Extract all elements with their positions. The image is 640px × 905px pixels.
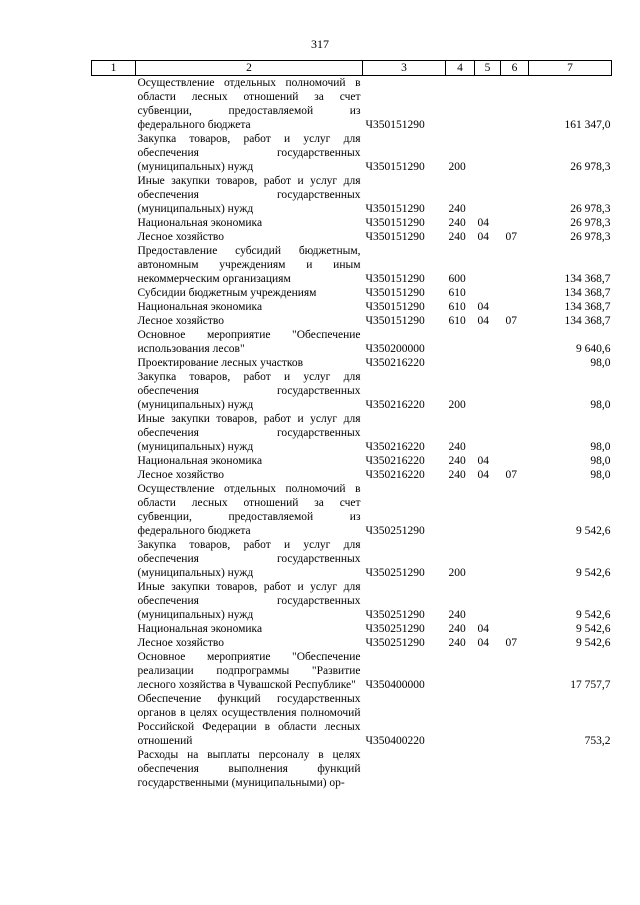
table-row [92,286,612,300]
table-row [92,748,612,790]
table-row [92,174,612,216]
row-expense-type: 200 [448,567,466,579]
blank-cell [92,328,136,356]
row-expense-type [446,356,475,370]
table-row [92,314,612,328]
row-amount: 753,2 [584,735,611,747]
row-subsection [501,216,529,230]
row-amount: 134 368,7 [564,273,611,285]
row-section [475,580,501,622]
row-subsection: 07 [505,231,517,243]
row-section [475,174,501,216]
row-subsection [501,356,529,370]
row-name: Лесное хозяйство [137,469,225,481]
row-name: Закупка товаров, работ и услуг для обеспечения государственных (муниципальных) нужд [137,133,361,173]
row-amount: 98,0 [590,455,611,467]
blank-cell [92,132,136,174]
blank-cell [92,636,136,650]
row-subsection [501,244,529,286]
row-name: Закупка товаров, работ и услуг для обеспечения государственных (муниципальных) нужд [137,539,361,579]
row-code: Ч350216220 [365,455,425,467]
row-section [475,370,501,412]
row-amount: 9 542,6 [576,567,611,579]
row-subsection [501,748,529,790]
table-row [92,328,612,356]
blank-cell [92,300,136,314]
row-amount: 26 978,3 [570,231,611,243]
row-subsection [501,482,529,538]
row-code: Ч350251290 [365,525,425,537]
row-code: Ч350216220 [365,357,425,369]
blank-cell [92,216,136,230]
blank-cell [92,174,136,216]
row-name: Национальная экономика [137,301,263,313]
blank-cell [92,412,136,454]
row-code: Ч350251290 [365,567,425,579]
row-section [475,650,501,692]
row-name: Обеспечение функций государственных органов в целях осуществления полномочий Российской Федерации в области лесных отношений [137,693,361,747]
table-row [92,454,612,468]
blank-cell [92,692,136,748]
row-code: Ч350151290 [365,161,425,173]
row-section [475,328,501,356]
row-name: Предоставление субсидий бюджетным, автономным учреждениям и иным некоммерческим организациям [137,245,361,285]
blank-cell [92,230,136,244]
row-code: Ч350400000 [365,679,425,691]
row-subsection [501,174,529,216]
row-name: Основное мероприятие "Обеспечение реализации подпрограммы "Развитие лесного хозяйства в Чувашской Республике" [137,651,361,691]
row-expense-type: 240 [448,203,466,215]
row-subsection [501,412,529,454]
row-amount: 9 542,6 [576,623,611,635]
row-section [475,244,501,286]
row-section: 04 [477,301,489,313]
table-row [92,482,612,538]
row-name: Расходы на выплаты персоналу в целях обеспечения выполнения функций государственными (муниципальными) ор- [137,749,361,789]
table-row [92,76,612,133]
row-section [475,132,501,174]
table-row [92,244,612,286]
row-section [475,412,501,454]
blank-cell [92,482,136,538]
row-expense-type: 240 [448,231,466,243]
row-code: Ч350151290 [365,203,425,215]
row-expense-type [446,482,475,538]
row-name: Осуществление отдельных полномочий в области лесных отношений за счет субвенции, предоставляемой из федерального бюджета [137,483,361,537]
row-section [475,692,501,748]
row-section: 04 [477,231,489,243]
table-header [92,61,612,76]
row-expense-type: 240 [448,609,466,621]
column-header-7: 7 [529,61,612,76]
row-subsection [501,76,529,133]
row-subsection [501,622,529,636]
row-section [475,356,501,370]
row-amount: 17 757,7 [570,679,611,691]
row-section: 04 [477,623,489,635]
row-amount: 26 978,3 [570,217,611,229]
row-name: Закупка товаров, работ и услуг для обеспечения государственных (муниципальных) нужд [137,371,361,411]
table-row [92,650,612,692]
column-header-1: 1 [92,61,136,76]
row-name: Национальная экономика [137,623,263,635]
row-subsection [501,370,529,412]
row-expense-type: 240 [448,637,466,649]
column-header-4: 4 [446,61,475,76]
row-subsection: 07 [505,315,517,327]
row-amount: 9 640,6 [576,343,611,355]
blank-cell [92,748,136,790]
row-amount: 98,0 [590,441,611,453]
row-code: Ч350151290 [365,287,425,299]
row-section [475,76,501,133]
row-subsection [501,300,529,314]
row-expense-type: 600 [448,273,466,285]
header-row [92,61,612,76]
row-amount: 134 368,7 [564,301,611,313]
row-subsection [501,328,529,356]
blank-cell [92,650,136,692]
row-name: Осуществление отдельных полномочий в области лесных отношений за счет субвенции, предоставляемой из федерального бюджета [137,77,361,131]
row-amount: 9 542,6 [576,609,611,621]
blank-cell [92,286,136,300]
table-row [92,636,612,650]
table-row [92,300,612,314]
row-name: Лесное хозяйство [137,231,225,243]
row-amount: 98,0 [590,357,611,369]
row-code: Ч350151290 [365,119,425,131]
table-row [92,538,612,580]
table-row [92,468,612,482]
row-section: 04 [477,217,489,229]
row-code: Ч350151290 [365,231,425,243]
budget-table [91,60,612,790]
row-name: Иные закупки товаров, работ и услуг для обеспечения государственных (муниципальных) нужд [137,413,361,453]
row-subsection [501,538,529,580]
row-amount [529,748,612,790]
blank-cell [92,538,136,580]
row-subsection [501,286,529,300]
row-subsection: 07 [505,637,517,649]
row-section [475,482,501,538]
row-amount: 98,0 [590,469,611,481]
row-name: Иные закупки товаров, работ и услуг для обеспечения государственных (муниципальных) нужд [137,581,361,621]
blank-cell [92,244,136,286]
row-section: 04 [477,469,489,481]
row-amount: 161 347,0 [564,119,611,131]
row-name: Проектирование лесных участков [137,357,304,369]
row-section [475,748,501,790]
row-expense-type [446,76,475,133]
row-code: Ч350216220 [365,469,425,481]
row-code: Ч350151290 [365,273,425,285]
table-row [92,230,612,244]
table-row [92,370,612,412]
row-amount: 134 368,7 [564,287,611,299]
row-code: Ч350151290 [365,217,425,229]
row-expense-type: 200 [448,399,466,411]
row-expense-type: 240 [448,217,466,229]
column-header-3: 3 [363,61,446,76]
row-expense-type: 240 [448,441,466,453]
row-code: Ч350251290 [365,637,425,649]
row-code: Ч350251290 [365,609,425,621]
row-expense-type: 200 [448,161,466,173]
table-body [92,76,612,791]
row-expense-type: 240 [448,623,466,635]
row-code [363,748,446,790]
page-number: 317 [311,37,329,51]
table-row [92,622,612,636]
blank-cell [92,76,136,133]
table-row [92,412,612,454]
blank-cell [92,356,136,370]
row-code: Ч350251290 [365,623,425,635]
row-section: 04 [477,315,489,327]
row-subsection: 07 [505,469,517,481]
table-row [92,692,612,748]
row-amount: 134 368,7 [564,315,611,327]
blank-cell [92,314,136,328]
row-name: Лесное хозяйство [137,315,225,327]
row-name: Иные закупки товаров, работ и услуг для обеспечения государственных (муниципальных) нужд [137,175,361,215]
row-code: Ч350216220 [365,399,425,411]
column-header-2: 2 [136,61,363,76]
row-amount: 26 978,3 [570,161,611,173]
row-code: Ч350400220 [365,735,425,747]
row-name: Национальная экономика [137,455,263,467]
row-amount: 9 542,6 [576,637,611,649]
row-expense-type: 240 [448,469,466,481]
row-code: Ч350151290 [365,315,425,327]
row-expense-type: 240 [448,455,466,467]
row-section [475,538,501,580]
table-row [92,580,612,622]
blank-cell [92,580,136,622]
blank-cell [92,454,136,468]
row-amount: 26 978,3 [570,203,611,215]
row-expense-type: 610 [448,287,466,299]
row-subsection [501,454,529,468]
blank-cell [92,622,136,636]
column-header-6: 6 [501,61,529,76]
row-name: Лесное хозяйство [137,637,225,649]
row-subsection [501,692,529,748]
row-section [475,286,501,300]
table-row [92,356,612,370]
row-expense-type [446,692,475,748]
row-expense-type: 610 [448,315,466,327]
row-expense-type [446,748,475,790]
row-code: Ч350200000 [365,343,425,355]
row-subsection [501,650,529,692]
row-amount: 9 542,6 [576,525,611,537]
row-amount: 98,0 [590,399,611,411]
blank-cell [92,370,136,412]
table-row [92,216,612,230]
row-expense-type [446,650,475,692]
row-expense-type: 610 [448,301,466,313]
row-name: Субсидии бюджетным учреждениям [137,287,317,299]
row-subsection [501,132,529,174]
row-code: Ч350151290 [365,301,425,313]
row-expense-type [446,328,475,356]
row-name: Национальная экономика [137,217,263,229]
column-header-5: 5 [475,61,501,76]
blank-cell [92,468,136,482]
table-row [92,132,612,174]
row-section: 04 [477,455,489,467]
row-section: 04 [477,637,489,649]
row-name: Основное мероприятие "Обеспечение использования лесов" [137,329,361,355]
row-code: Ч350216220 [365,441,425,453]
row-subsection [501,580,529,622]
